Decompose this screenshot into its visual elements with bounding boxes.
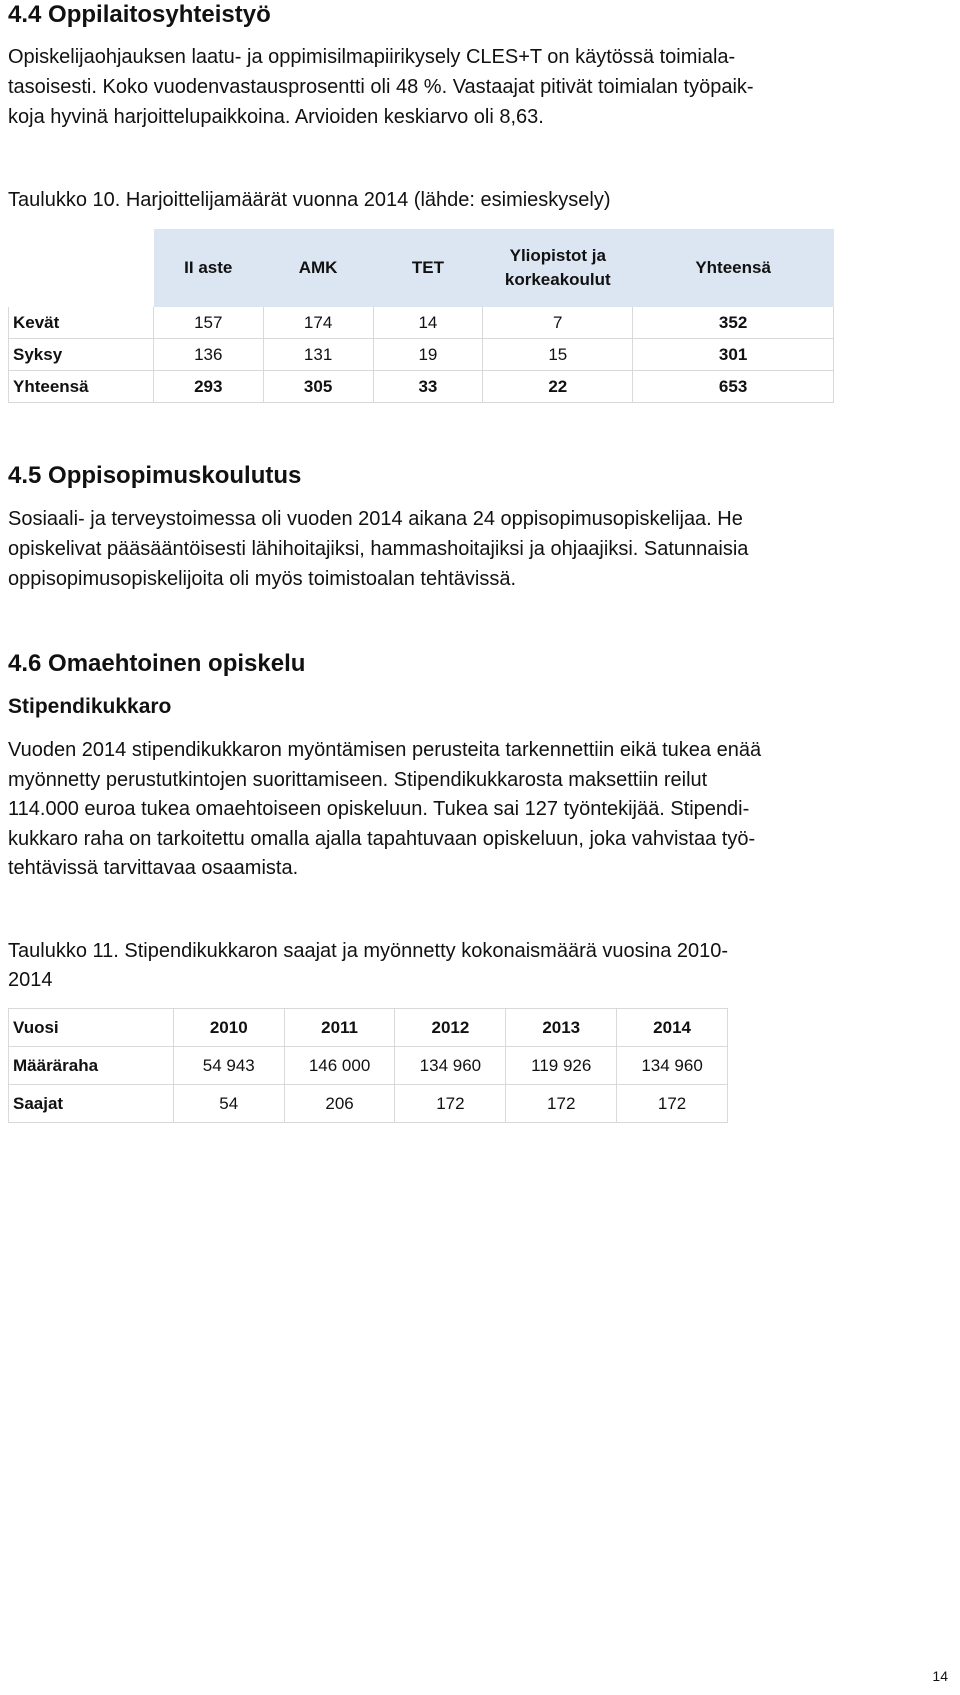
table-11 <box>8 1008 728 1123</box>
table-cell: 172 <box>617 1085 728 1123</box>
table-cell: 14 <box>373 307 483 339</box>
table-cell: 54 <box>173 1085 284 1123</box>
paragraph-line: Opiskelijaohjauksen laatu- ja oppimisilmapiirikysely CLES+T on käytössä toimiala- <box>8 46 736 68</box>
table-cell: 22 <box>483 371 633 403</box>
table-cell: 136 <box>153 339 263 371</box>
table-header-row <box>9 1009 728 1047</box>
table-11-caption: 2014 <box>8 969 53 991</box>
table-header-cell <box>483 230 633 307</box>
table-cell: 174 <box>263 307 373 339</box>
year-cell: 2010 <box>173 1009 284 1047</box>
year-cell: 2014 <box>617 1009 728 1047</box>
table-cell: 33 <box>373 371 483 403</box>
section-heading-4-6: 4.6 Omaehtoinen opiskelu <box>8 650 306 677</box>
paragraph-line: 114.000 euroa tukea omaehtoiseen opiskeluun. Tukea sai 127 työntekijää. Stipendi- <box>8 798 750 820</box>
row-label: Syksy <box>9 339 154 371</box>
table-row <box>9 307 834 339</box>
year-cell: 2012 <box>395 1009 506 1047</box>
row-label: Kevät <box>9 307 154 339</box>
paragraph-line: myönnetty perustutkintojen suorittamiseen. Stipendikukkarosta maksettiin reilut <box>8 769 708 791</box>
subheading-stipendikukkaro: Stipendikukkaro <box>8 695 172 718</box>
row-label: Saajat <box>9 1085 174 1123</box>
row-label: Määräraha <box>9 1047 174 1085</box>
table-cell: 293 <box>153 371 263 403</box>
row-label: Yhteensä <box>9 371 154 403</box>
paragraph-line: kukkaro raha on tarkoitettu omalla ajalla tapahtuvaan opiskeluun, joka vahvistaa työ- <box>8 828 756 850</box>
row-label: Vuosi <box>9 1009 174 1047</box>
table-cell: 131 <box>263 339 373 371</box>
paragraph-line: Vuoden 2014 stipendikukkaron myöntämisen perusteita tarkennettiin eikä tukea enää <box>8 739 762 761</box>
header-line: Yliopistot ja <box>509 246 606 265</box>
table-row-total <box>9 371 834 403</box>
page-number: 14 <box>932 1668 948 1684</box>
table-cell: 206 <box>284 1085 395 1123</box>
table-10 <box>8 229 834 403</box>
table-cell-total: 352 <box>633 307 834 339</box>
paragraph-line: Sosiaali- ja terveystoimessa oli vuoden 2014 aikana 24 oppisopimusopiskelijaa. He <box>8 508 743 530</box>
table-cell: 146 000 <box>284 1047 395 1085</box>
section-heading-4-4: 4.4 Oppilaitosyhteistyö <box>8 1 271 28</box>
header-line: korkeakoulut <box>504 270 611 289</box>
table-header-cell: AMK <box>263 230 373 307</box>
table-cell: 157 <box>153 307 263 339</box>
table-row <box>9 339 834 371</box>
paragraph-line: opiskelivat pääsääntöisesti lähihoitajiksi, hammashoitajiksi ja ohjaajiksi. Satunnaisia <box>8 538 749 560</box>
table-cell: 305 <box>263 371 373 403</box>
table-header-cell: II aste <box>153 230 263 307</box>
table-row <box>9 1047 728 1085</box>
paragraph-line: tasoisesti. Koko vuodenvastausprosentti oli 48 %. Vastaajat pitivät toimialan työpaik- <box>8 76 754 98</box>
year-cell: 2013 <box>506 1009 617 1047</box>
table-cell: 7 <box>483 307 633 339</box>
table-11-caption: Taulukko 11. Stipendikukkaron saajat ja myönnetty kokonaismäärä vuosina 2010- <box>8 940 729 962</box>
table-header-cell: Yhteensä <box>633 230 834 307</box>
table-cell: 19 <box>373 339 483 371</box>
year-cell: 2011 <box>284 1009 395 1047</box>
table-row <box>9 1085 728 1123</box>
table-cell: 172 <box>395 1085 506 1123</box>
paragraph-line: tehtävissä tarvittavaa osaamista. <box>8 857 299 879</box>
table-header-row <box>9 230 834 307</box>
table-header-cell <box>9 230 154 307</box>
paragraph-line: oppisopimusopiskelijoita oli myös toimistoalan tehtävissä. <box>8 568 517 590</box>
table-cell: 54 943 <box>173 1047 284 1085</box>
table-cell: 134 960 <box>395 1047 506 1085</box>
table-cell: 172 <box>506 1085 617 1123</box>
table-cell: 15 <box>483 339 633 371</box>
table-cell: 119 926 <box>506 1047 617 1085</box>
table-header-cell: TET <box>373 230 483 307</box>
table-cell: 134 960 <box>617 1047 728 1085</box>
section-heading-4-5: 4.5 Oppisopimuskoulutus <box>8 462 302 489</box>
table-10-caption: Taulukko 10. Harjoittelijamäärät vuonna 2014 (lähde: esimieskysely) <box>8 189 611 211</box>
table-cell-total: 653 <box>633 371 834 403</box>
table-cell-total: 301 <box>633 339 834 371</box>
paragraph-line: koja hyvinä harjoittelupaikkoina. Arvioiden keskiarvo oli 8,63. <box>8 106 544 128</box>
